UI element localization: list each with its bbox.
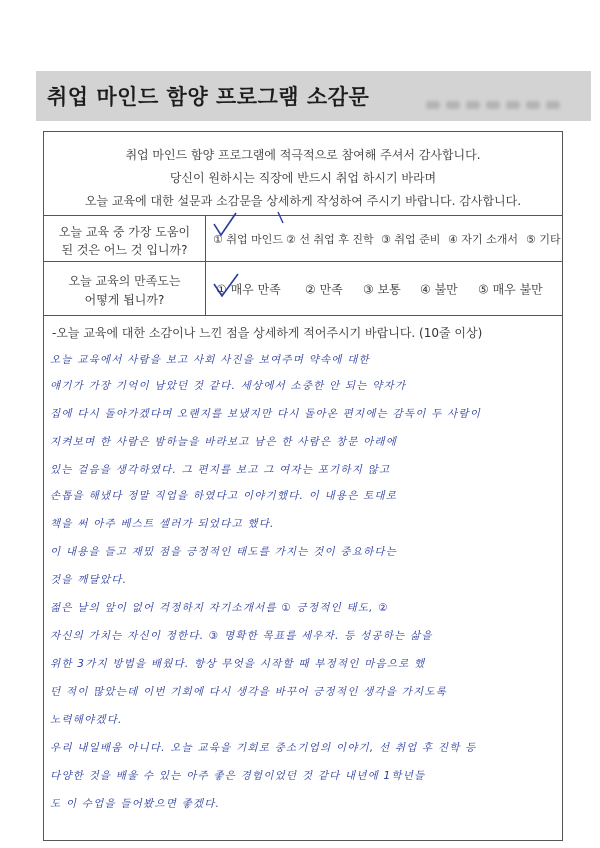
redacted-mark (546, 101, 560, 109)
intro-section (44, 132, 562, 216)
option-item[interactable]: ④ 불만 (420, 282, 458, 296)
question-row-helpful (44, 216, 562, 262)
handwriting-line: 것을 깨달았다. (50, 574, 128, 586)
handwriting-line: 던 적이 많았는데 이번 기회에 다시 생각을 바꾸어 긍정적인 생각을 가지도록 (50, 686, 448, 698)
handwriting-line: 지켜보며 한 사람은 밤하늘을 바라보고 남은 한 사람은 창문 아래에 (50, 436, 398, 448)
option-item[interactable]: ③ 취업 준비 (381, 232, 441, 246)
option-item[interactable]: ① 매우 만족 (216, 282, 281, 296)
question-label-line: 오늘 교육 중 가장 도움이 (58, 225, 191, 239)
handwriting-line: 있는 걸음을 생각하였다. 그 편지를 보고 그 여자는 포기하지 않고 (50, 464, 391, 476)
option-item[interactable]: ⑤ 매우 불만 (478, 282, 543, 296)
check-mark-icon (212, 272, 242, 302)
redacted-mark (446, 101, 460, 109)
handwritten-response (50, 350, 558, 834)
question-label (44, 216, 206, 261)
handwriting-line: 집에 다시 돌아가겠다며 오랜지를 보냈지만 다시 돌아온 편지에는 감독이 두 사람이 (50, 408, 482, 420)
question-row-satisfaction (44, 262, 562, 316)
survey-form (43, 131, 563, 841)
redacted-mark (466, 101, 480, 109)
question-label (44, 262, 206, 315)
handwriting-line: 이 내용을 들고 재밌 점을 긍정적인 태도를 가지는 것이 중요하다는 (50, 546, 398, 558)
page-title: 취업 마인드 함양 프로그램 소감문 (47, 85, 370, 109)
option-group (208, 216, 562, 261)
intro-line: 당신이 원하시는 직장에 반드시 취업 하시기 바라며 (169, 171, 437, 185)
redacted-mark (526, 101, 540, 109)
handwriting-line: 책을 써 아주 베스트 셀러가 되었다고 했다. (50, 518, 275, 530)
handwriting-line: 다양한 것을 배울 수 있는 아주 좋은 경험이었던 것 같다 내년에 1학년들 (50, 770, 426, 782)
option-item[interactable]: ② 만족 (305, 282, 343, 296)
question-label-line: 어떻게 됩니까? (84, 293, 165, 307)
handwriting-line: 자신의 가치는 자신이 정한다. ③ 명확한 목표를 세우자. 등 성공하는 삶을 (50, 630, 433, 642)
handwriting-line: 도 이 수업을 들어봤으면 좋겠다. (50, 798, 221, 810)
redacted-mark (506, 101, 520, 109)
handwriting-line: 젊은 날의 앞이 없어 걱정하지 자기소개서를 ① 긍정적인 태도, ② (50, 602, 389, 614)
redacted-mark (486, 101, 500, 109)
option-group (208, 262, 562, 315)
question-label-line: 오늘 교육의 만족도는 (68, 274, 181, 288)
handwriting-line: 위한 3가지 방법을 배웠다. 항상 무엇을 시작할 때 부정적인 마음으로 했 (50, 658, 426, 670)
intro-line: 취업 마인드 함양 프로그램에 적극적으로 참여해 주셔서 감사합니다. (125, 148, 481, 162)
page-header (36, 71, 591, 121)
option-item[interactable]: ③ 보통 (363, 282, 401, 296)
handwriting-line: 오늘 교육에서 사람을 보고 사회 사진을 보여주며 약속에 대한 (50, 354, 370, 366)
option-item[interactable]: ④ 자기 소개서 (448, 232, 518, 246)
essay-instruction: -오늘 교육에 대한 소감이나 느낀 점을 상세하게 적어주시기 바랍니다. (10줄 이상) (52, 326, 483, 340)
check-mark-icon (212, 210, 292, 240)
handwriting-line: 손톱을 해냈다 정말 직업을 하였다고 이야기했다. 이 내용은 토대로 (50, 490, 398, 502)
question-label-line: 된 것은 어느 것 입니까? (61, 243, 188, 257)
intro-line: 오늘 교육에 대한 설문과 소감문을 상세하게 작성하여 주시기 바랍니다. 감사합니다. (84, 194, 522, 208)
handwriting-line: 얘기가 가장 기억이 남았던 것 같다. 세상에서 소중한 안 되는 약자가 (50, 380, 407, 392)
option-item[interactable]: ⑤ 기타 (526, 232, 561, 246)
redacted-mark (426, 101, 440, 109)
handwriting-line: 우리 내일배움 아니다. 오늘 교육을 기회로 중소기업의 이야기, 선 취업 후 진학 등 (50, 742, 477, 754)
option-item[interactable]: ① 취업 마인드 (213, 232, 283, 246)
option-item[interactable]: ② 선 취업 후 진학 (286, 232, 374, 246)
handwriting-line: 노력해야겠다. (50, 714, 123, 726)
